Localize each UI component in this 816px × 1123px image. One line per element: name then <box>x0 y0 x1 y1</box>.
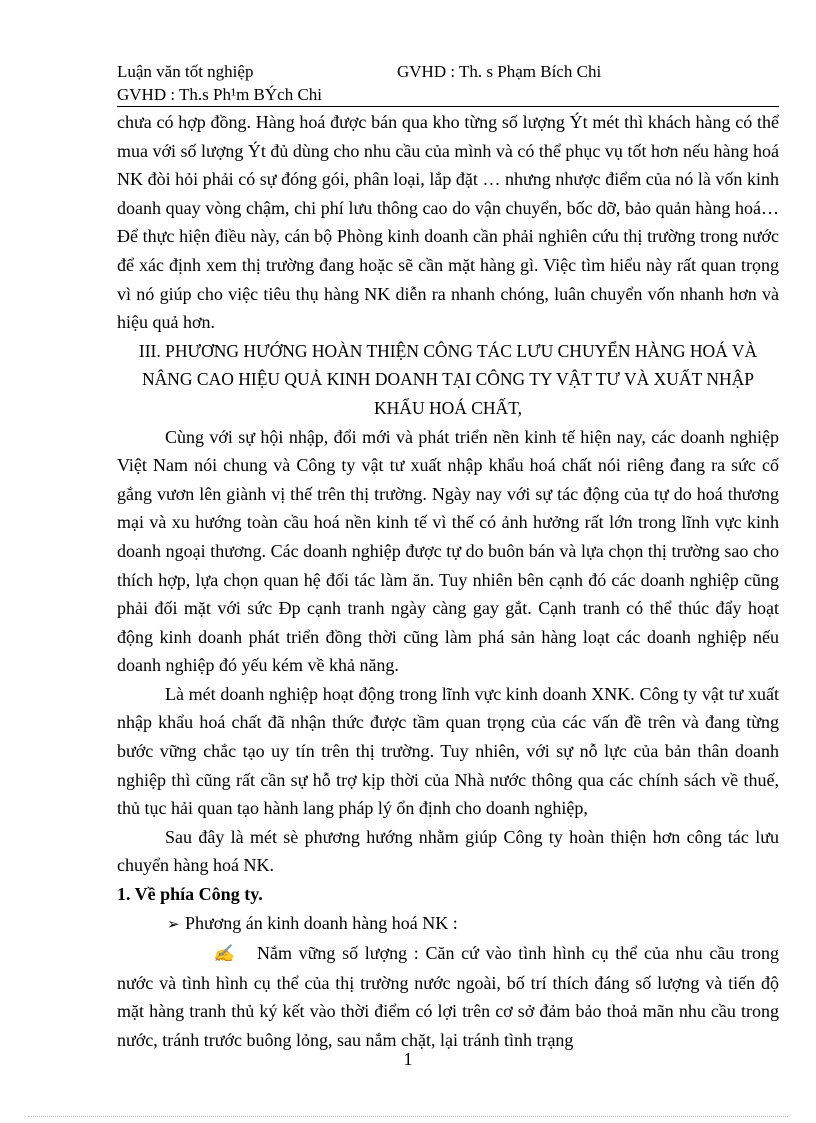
paragraph-quantity-text: Nắm vững số lượng : Căn cứ vào tình hình cụ thể của nhu cầu trong nước và tình hình cụ thể của thị trường nước ngoài, bố trí thích đáng số lượng và tiến độ mặt hàng tranh thủ ký kết vào thời điểm có lợi trên cơ sở đảm bảo thoả mãn nhu cầu trong nước, tránh trước buông lỏng, sau nắm chặt, lại tránh tình trạng <box>117 943 779 1050</box>
paragraph-quantity <box>117 939 779 1054</box>
header-rule <box>117 106 779 107</box>
document-page <box>117 60 779 1055</box>
right-arrow-bullet-icon: ➢ <box>167 916 180 933</box>
paragraph-continuation: chưa có hợp đồng. Hàng hoá được bán qua kho từng số lượng Ýt mét thì khách hàng có thể mua với số lượng Ýt đủ dùng cho nhu cầu của mình và có thể phục vụ tốt hơn nếu hàng hoá NK đòi hỏi phải có sự đóng gói, phân loại, lắp đặt … nhưng nhược điểm của nó là vốn kinh doanh quay vòng chậm, chi phí lưu thông cao do vận chuyển, bốc dỡ, bảo quản hàng hoá… Để thực hiện điều này, cán bộ Phòng kinh doanh cần phải nghiên cứu thị trường trong nước để xác định xem thị trường đang hoặc sẽ cần mặt hàng gì. Việc tìm hiểu này rất quan trọng vì nó giúp cho việc tiêu thụ hàng NK diễn ra nhanh chóng, luân chuyển vốn nhanh hơn và hiệu quả hơn. <box>117 112 779 333</box>
bullet-item <box>117 909 779 940</box>
page-number: 1 <box>403 1049 413 1069</box>
paragraph-integration: Cùng với sự hội nhập, đổi mới và phát triển nền kinh tế hiện nay, các doanh nghiệp Việt Nam nói chung và Công ty vật tư xuất nhập khẩu hoá chất nói riêng đang ra sức cố gắng vươn lên giành vị thế trên thị trường. Ngày nay với sự tác động của tự do hoá thương mại và xu hướng toàn cầu hoá nền kinh tế vì thế có ảnh hưởng rất lớn trong lĩnh vực kinh doanh ngoại thương. Các doanh nghiệp được tự do buôn bán và lựa chọn thị trường sao cho thích hợp, lựa chọn quan hệ đối tác làm ăn. Tuy nhiên bên cạnh đó các doanh nghiệp cũng phải đối mặt với sức Ðp cạnh tranh ngày càng gay gắt. Cạnh tranh có thể thúc đẩy hoạt động kinh doanh phát triển đồng thời cũng làm phá sản hàng loạt các doanh nghiệp nếu doanh nghiệp đó yếu kém về khả năng. <box>117 426 779 676</box>
footer-dotted-rule <box>28 1116 788 1117</box>
page-header <box>117 60 779 108</box>
heading-section-iii: III. PHƯƠNG HƯỚNG HOÀN THIỆN CÔNG TÁC LƯU CHUYỂN HÀNG HOÁ VÀ NÂNG CAO HIỆU QUẢ KINH DOANH TẠI CÔNG TY VẬT TƯ VÀ XUẤT NHẬP KHẨU HOÁ CHẤT, <box>138 340 758 418</box>
writing-hand-icon: ✍ <box>213 944 235 964</box>
body-text <box>117 108 779 1055</box>
section-title-company: 1. Về phía Công ty. <box>117 884 263 905</box>
paragraph-company: Là mét doanh nghiệp hoạt động trong lĩnh vực kinh doanh XNK. Công ty vật tư xuất nhập khẩu hoá chất đã nhận thức được tầm quan trọng của các vấn đề trên và đang từng bước vững chắc tạo uy tín trên thị trường. Tuy nhiên, với sự nỗ lực của bản thân doanh nghiệp thì cũng rất cần sự hỗ trợ kịp thời của Nhà nước thông qua các chính sách về thuế, thủ tục hải quan tạo hành lang pháp lý ổn định cho doanh nghiệp, <box>117 683 779 819</box>
bullet-text: Phương án kinh doanh hàng hoá NK : <box>185 912 458 933</box>
paragraph-directions: Sau đây là mét sè phương hướng nhằm giúp Công ty hoàn thiện hơn công tác lưu chuyển hàng hoá NK. <box>117 826 779 876</box>
thesis-label: Luận văn tốt nghiệp <box>117 62 254 81</box>
advisor-right: GVHD : Th. s Phạm Bích Chi <box>397 62 602 81</box>
advisor-left: GVHD : Th.s Ph¹m BÝch Chi <box>117 85 323 104</box>
